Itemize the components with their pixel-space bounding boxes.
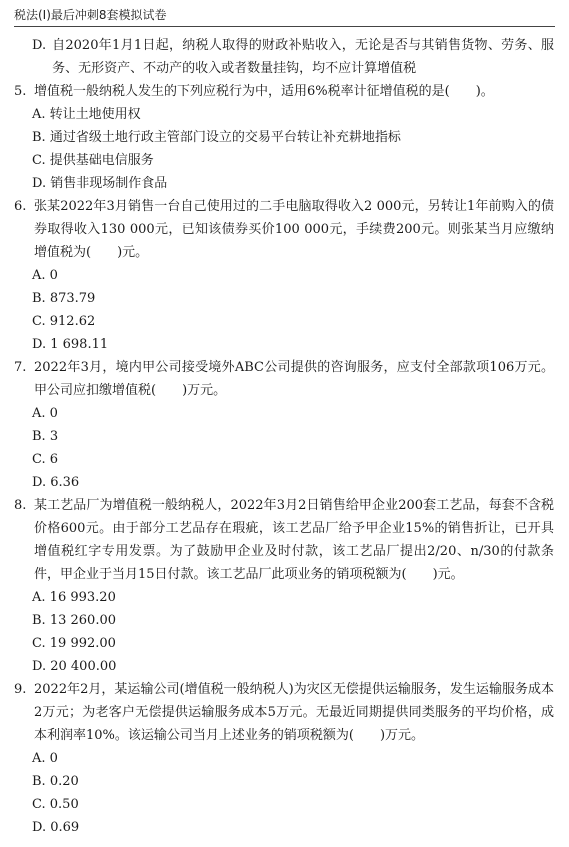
question-text: 2022年3月，境内甲公司接受境外ABC公司提供的咨询服务，应支付全部款项106万元。甲公司应扣缴增值税( )万元。: [34, 360, 554, 398]
option-text: 通过省级土地行政主管部门设立的交易平台转让补充耕地指标: [49, 130, 401, 145]
option-letter: D.: [32, 176, 47, 191]
option-c[interactable]: [14, 310, 554, 333]
option-text: 0.20: [49, 774, 79, 789]
option-text: 自2020年1月1日起，纳税人取得的财政补贴收入，无论是否与其销售货物、劳务、服务、无形资产、不动产的收入或者数量挂钩，均不应计算增值税: [52, 38, 554, 76]
option-text: 销售非现场制作食品: [50, 176, 168, 191]
option-text: 0: [49, 268, 58, 283]
option-text: 873.79: [49, 291, 96, 306]
option-letter: A.: [32, 107, 46, 122]
question-number: 8.: [14, 498, 27, 513]
option-text: 912.62: [49, 314, 96, 329]
option-letter: D.: [32, 475, 47, 490]
option-text: 6: [49, 452, 59, 467]
option-text: 提供基础电信服务: [49, 153, 154, 168]
option-d[interactable]: [14, 172, 554, 195]
option-c[interactable]: [14, 632, 554, 655]
question-text: 张某2022年3月销售一台自己使用过的二手电脑取得收入2 000元，另转让1年前购入的债券取得收入130 000元，已知该债券买价100 000元，手续费200元。则张某当月应缴纳增值税为( )元。: [34, 199, 554, 260]
option-text: 0: [49, 406, 58, 421]
option-letter: C.: [32, 153, 46, 168]
option-b[interactable]: [14, 126, 554, 149]
option-text: 19 992.00: [49, 636, 116, 651]
carryover-option[interactable]: [14, 34, 554, 80]
option-d[interactable]: [14, 816, 554, 839]
option-text: 3: [49, 429, 59, 444]
option-letter: C.: [32, 452, 46, 467]
header-divider: [14, 26, 555, 27]
option-c[interactable]: [14, 149, 554, 172]
option-text: 转让土地使用权: [49, 107, 141, 122]
option-b[interactable]: [14, 770, 554, 793]
question-number: 5.: [14, 84, 27, 99]
option-letter: B.: [32, 429, 46, 444]
option-letter: D.: [32, 38, 47, 53]
option-a[interactable]: [14, 586, 554, 609]
option-letter: B.: [32, 613, 46, 628]
question-6: [14, 195, 554, 356]
question-number: 6.: [14, 199, 27, 214]
option-letter: A.: [32, 406, 46, 421]
question-7: [14, 356, 554, 494]
option-text: 0.50: [49, 797, 79, 812]
option-letter: A.: [32, 590, 46, 605]
option-d[interactable]: [14, 655, 554, 678]
question-9: [14, 678, 554, 839]
option-a[interactable]: [14, 402, 554, 425]
option-a[interactable]: [14, 264, 554, 287]
option-text: 0.69: [50, 820, 80, 835]
option-c[interactable]: [14, 448, 554, 471]
option-letter: B.: [32, 291, 46, 306]
option-letter: A.: [32, 268, 46, 283]
option-letter: C.: [32, 797, 46, 812]
option-text: 1 698.11: [50, 337, 109, 352]
option-letter: D.: [32, 659, 47, 674]
question-text: 2022年2月，某运输公司(增值税一般纳税人)为灾区无偿提供运输服务，发生运输服务成本2万元；为老客户无偿提供运输服务成本5万元。无最近同期提供同类服务的平均价格，成本利润率10%。该运输公司当月上述业务的销项税额为( )万元。: [34, 682, 554, 743]
option-a[interactable]: [14, 103, 554, 126]
option-text: 0: [49, 751, 58, 766]
option-b[interactable]: [14, 425, 554, 448]
question-number: 7.: [14, 360, 27, 375]
question-8: [14, 494, 554, 678]
option-letter: A.: [32, 751, 46, 766]
option-letter: B.: [32, 774, 46, 789]
option-c[interactable]: [14, 793, 554, 816]
option-text: 13 260.00: [49, 613, 116, 628]
option-letter: C.: [32, 636, 46, 651]
option-text: 16 993.20: [49, 590, 116, 605]
option-b[interactable]: [14, 609, 554, 632]
question-text: 某工艺品厂为增值税一般纳税人，2022年3月2日销售给甲企业200套工艺品，每套不含税价格600元。由于部分工艺品存在瑕疵，该工艺品厂给予甲企业15%的销售折让，已开具增值税红字专用发票。为了鼓励甲企业及时付款，该工艺品厂提出2/20、n/30的付款条件，甲企业于当月15日付款。该工艺品厂此项业务的销项税额为( )元。: [34, 498, 554, 582]
option-text: 20 400.00: [50, 659, 117, 674]
option-b[interactable]: [14, 287, 554, 310]
option-letter: D.: [32, 820, 47, 835]
option-letter: D.: [32, 337, 47, 352]
option-letter: B.: [32, 130, 46, 145]
option-text: 6.36: [50, 475, 80, 490]
question-text: 增值税一般纳税人发生的下列应税行为中，适用6%税率计征增值税的是( )。: [34, 84, 494, 99]
option-a[interactable]: [14, 747, 554, 770]
option-d[interactable]: [14, 471, 554, 494]
header-title: 税法(Ⅰ)最后冲刺8套模拟试卷: [14, 8, 167, 22]
exam-content: [14, 34, 554, 839]
page-header: [14, 6, 167, 23]
option-d[interactable]: [14, 333, 554, 356]
option-letter: C.: [32, 314, 46, 329]
question-5: [14, 80, 554, 195]
question-number: 9.: [14, 682, 27, 697]
